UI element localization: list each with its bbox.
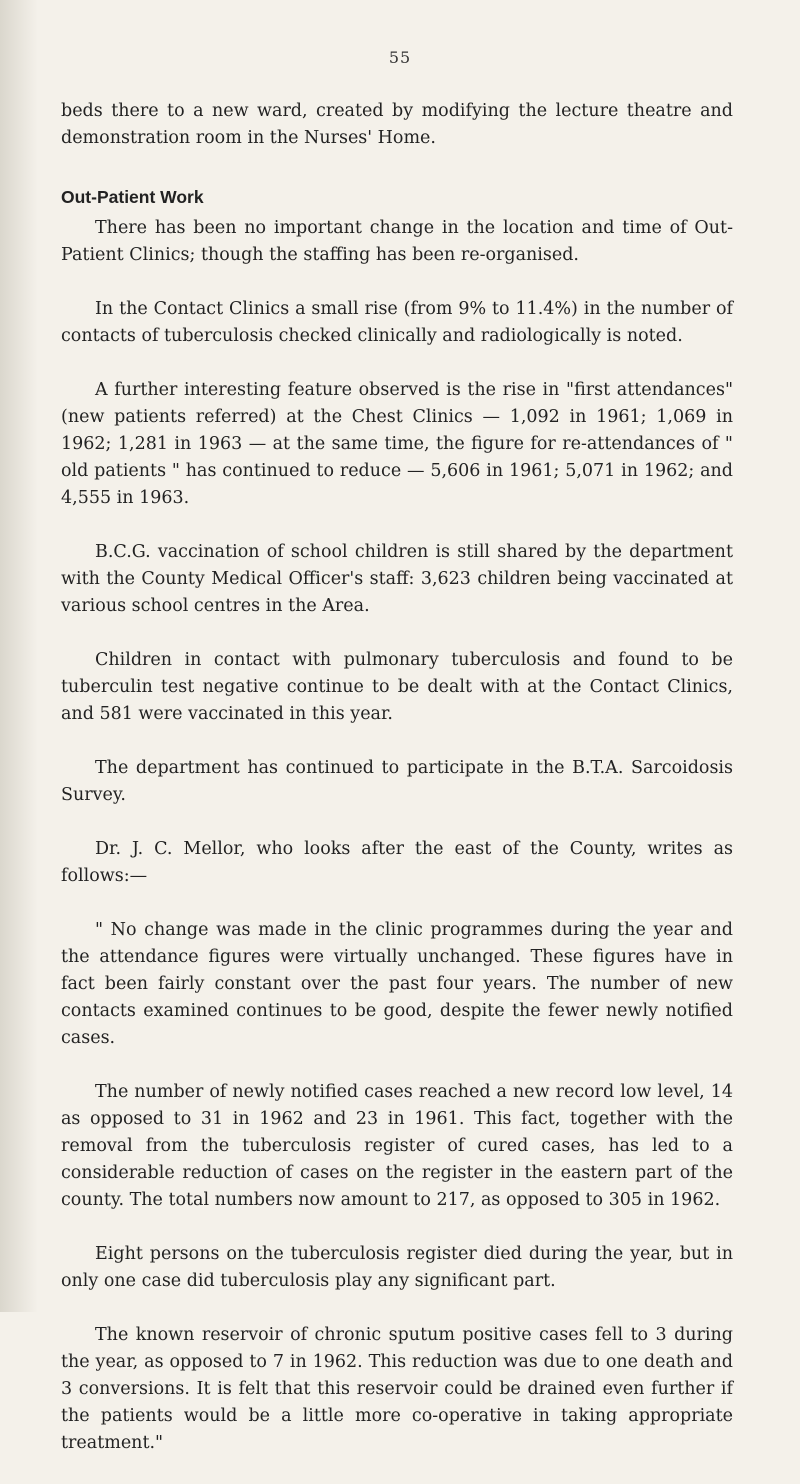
page-edge-shadow <box>0 0 38 1312</box>
quote-paragraph-2: The number of newly notified cases reached a new record low level, 14 as opposed to 31 in 1962 and 23 in 1961. This fact, together with the removal from the tuberculosis register of cured cases, has led to a considerable reduction of cases on the register in the eastern part of the county. The total numbers now amount to 217, as opposed to 305 in 1962. <box>61 1082 733 1210</box>
paragraph-4: B.C.G. vaccination of school children is still shared by the department with the County Medical Officer's staff: 3,623 children being vaccinated at various school centres in the Area. <box>61 542 733 616</box>
document-body <box>61 98 733 1484</box>
page-number: 55 <box>388 48 412 67</box>
quote-paragraph-3: Eight persons on the tuberculosis register died during the year, but in only one case did tuberculosis play any significant part. <box>61 1244 733 1291</box>
paragraph-3: A further interesting feature observed is the rise in "first attendances" (new patients referred) at the Chest Clinics — 1,092 in 1961; 1,069 in 1962; 1,281 in 1963 — at the same time, the figure for re-attendances of " old patients " has continued to reduce — 5,606 in 1961; 5,071 in 1962; and 4,555 in 1963. <box>61 380 733 508</box>
paragraph-2: In the Contact Clinics a small rise (from 9% to 11.4%) in the number of contacts of tuberculosis checked clinically and radiologically is noted. <box>61 299 733 346</box>
section-heading: Out-Patient Work <box>61 187 204 207</box>
paragraph-6: The department has continued to participate in the B.T.A. Sarcoidosis Survey. <box>61 758 733 805</box>
quote-paragraph-1: " No change was made in the clinic programmes during the year and the attendance figures were virtually unchanged. These figures have in fact been fairly constant over the past four years. The number of new contacts examined continues to be good, despite the fewer newly notified cases. <box>61 920 733 1048</box>
quote-paragraph-4: The known reservoir of chronic sputum positive cases fell to 3 during the year, as opposed to 7 in 1962. This reduction was due to one death and 3 conversions. It is felt that this reservoir could be drained even further if the patients would be a little more co-operative in taking appropriate treatment." <box>61 1325 733 1453</box>
paragraph-5: Children in contact with pulmonary tuberculosis and found to be tuberculin test negative continue to be dealt with at the Contact Clinics, and 581 were vaccinated in this year. <box>61 650 733 724</box>
paragraph-7: Dr. J. C. Mellor, who looks after the east of the County, writes as follows:— <box>61 839 733 886</box>
paragraph-1: There has been no important change in the location and time of Out-Patient Clinics; though the staffing has been re-organised. <box>61 218 733 265</box>
intro-paragraph: beds there to a new ward, created by modifying the lecture theatre and demonstration room in the Nurses' Home. <box>61 101 733 148</box>
